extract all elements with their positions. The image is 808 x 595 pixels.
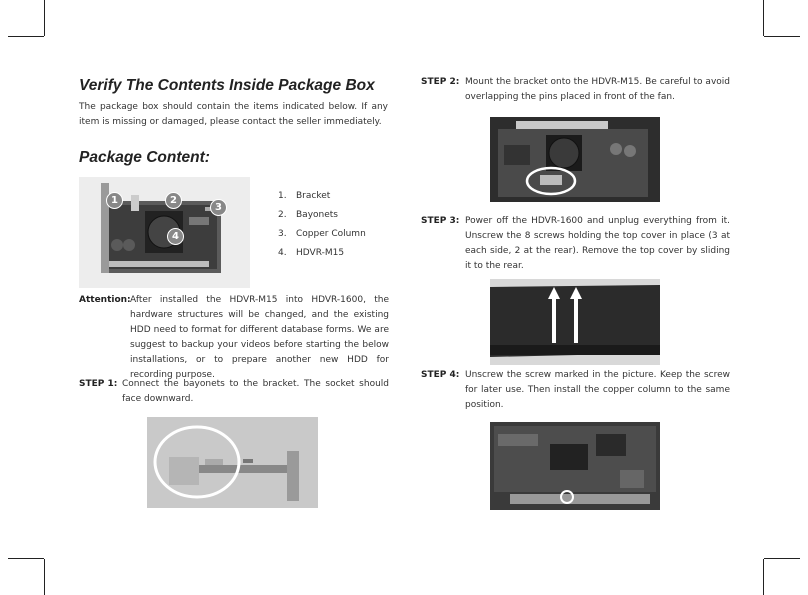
page-title: Verify The Contents Inside Package Box [79, 77, 375, 94]
list-label: HDVR-M15 [296, 248, 345, 258]
crop-mark [44, 0, 45, 36]
package-contents-photo [79, 177, 250, 288]
step-4-label: STEP 4: [421, 370, 460, 380]
step-2-label: STEP 2: [421, 77, 460, 87]
list-item [278, 229, 366, 248]
step-1-text: Connect the bayonets to the bracket. The socket should face downward. [122, 379, 389, 404]
list-number: 3. [278, 229, 287, 239]
list-number: 4. [278, 248, 287, 258]
step-1-label: STEP 1: [79, 379, 118, 389]
crop-mark [764, 36, 800, 37]
list-label: Copper Column [296, 229, 366, 239]
crop-mark [8, 558, 44, 559]
callout-4: 4 [167, 228, 184, 245]
attention-text: After installed the HDVR-M15 into HDVR-1600, the hardware structures will be changed, and the existing HDD need to format for different database forms. We are suggest to backup your videos before starting the below installations, or to prepare another new HDD for recording purpose. [130, 295, 389, 380]
crop-mark [44, 559, 45, 595]
crop-mark [8, 36, 44, 37]
list-label: Bayonets [296, 210, 338, 220]
step-2-text: Mount the bracket onto the HDVR-M15. Be careful to avoid overlapping the pins placed in front of the fan. [465, 77, 730, 102]
step-4-photo [490, 422, 660, 510]
callout-3: 3 [210, 199, 227, 216]
list-number: 2. [278, 210, 287, 220]
list-number: 1. [278, 191, 287, 201]
list-item [278, 248, 366, 267]
step-1-photo [147, 417, 318, 508]
callout-2: 2 [165, 192, 182, 209]
step-3-label: STEP 3: [421, 216, 460, 226]
list-item [278, 191, 366, 210]
list-item [278, 210, 366, 229]
step-4-text: Unscrew the screw marked in the picture. Keep the screw for later use. Then install the copper column to the same position. [465, 370, 730, 410]
attention-label: Attention: [79, 295, 131, 305]
crop-mark [764, 558, 800, 559]
crop-mark [763, 0, 764, 36]
package-contents-list [278, 191, 366, 267]
crop-mark [763, 559, 764, 595]
step-2-photo [490, 117, 660, 202]
list-label: Bracket [296, 191, 331, 201]
step-3-photo [490, 279, 660, 365]
package-content-heading: Package Content: [79, 149, 210, 166]
intro-paragraph: The package box should contain the items indicated below. If any item is missing or damaged, please contact the seller immediately. [79, 102, 388, 127]
step-3-text: Power off the HDVR-1600 and unplug everything from it. Unscrew the 8 screws holding the top cover in place (3 at each side, 2 at the rear). Remove the top cover by sliding it to the rear. [465, 216, 730, 271]
callout-1: 1 [106, 192, 123, 209]
